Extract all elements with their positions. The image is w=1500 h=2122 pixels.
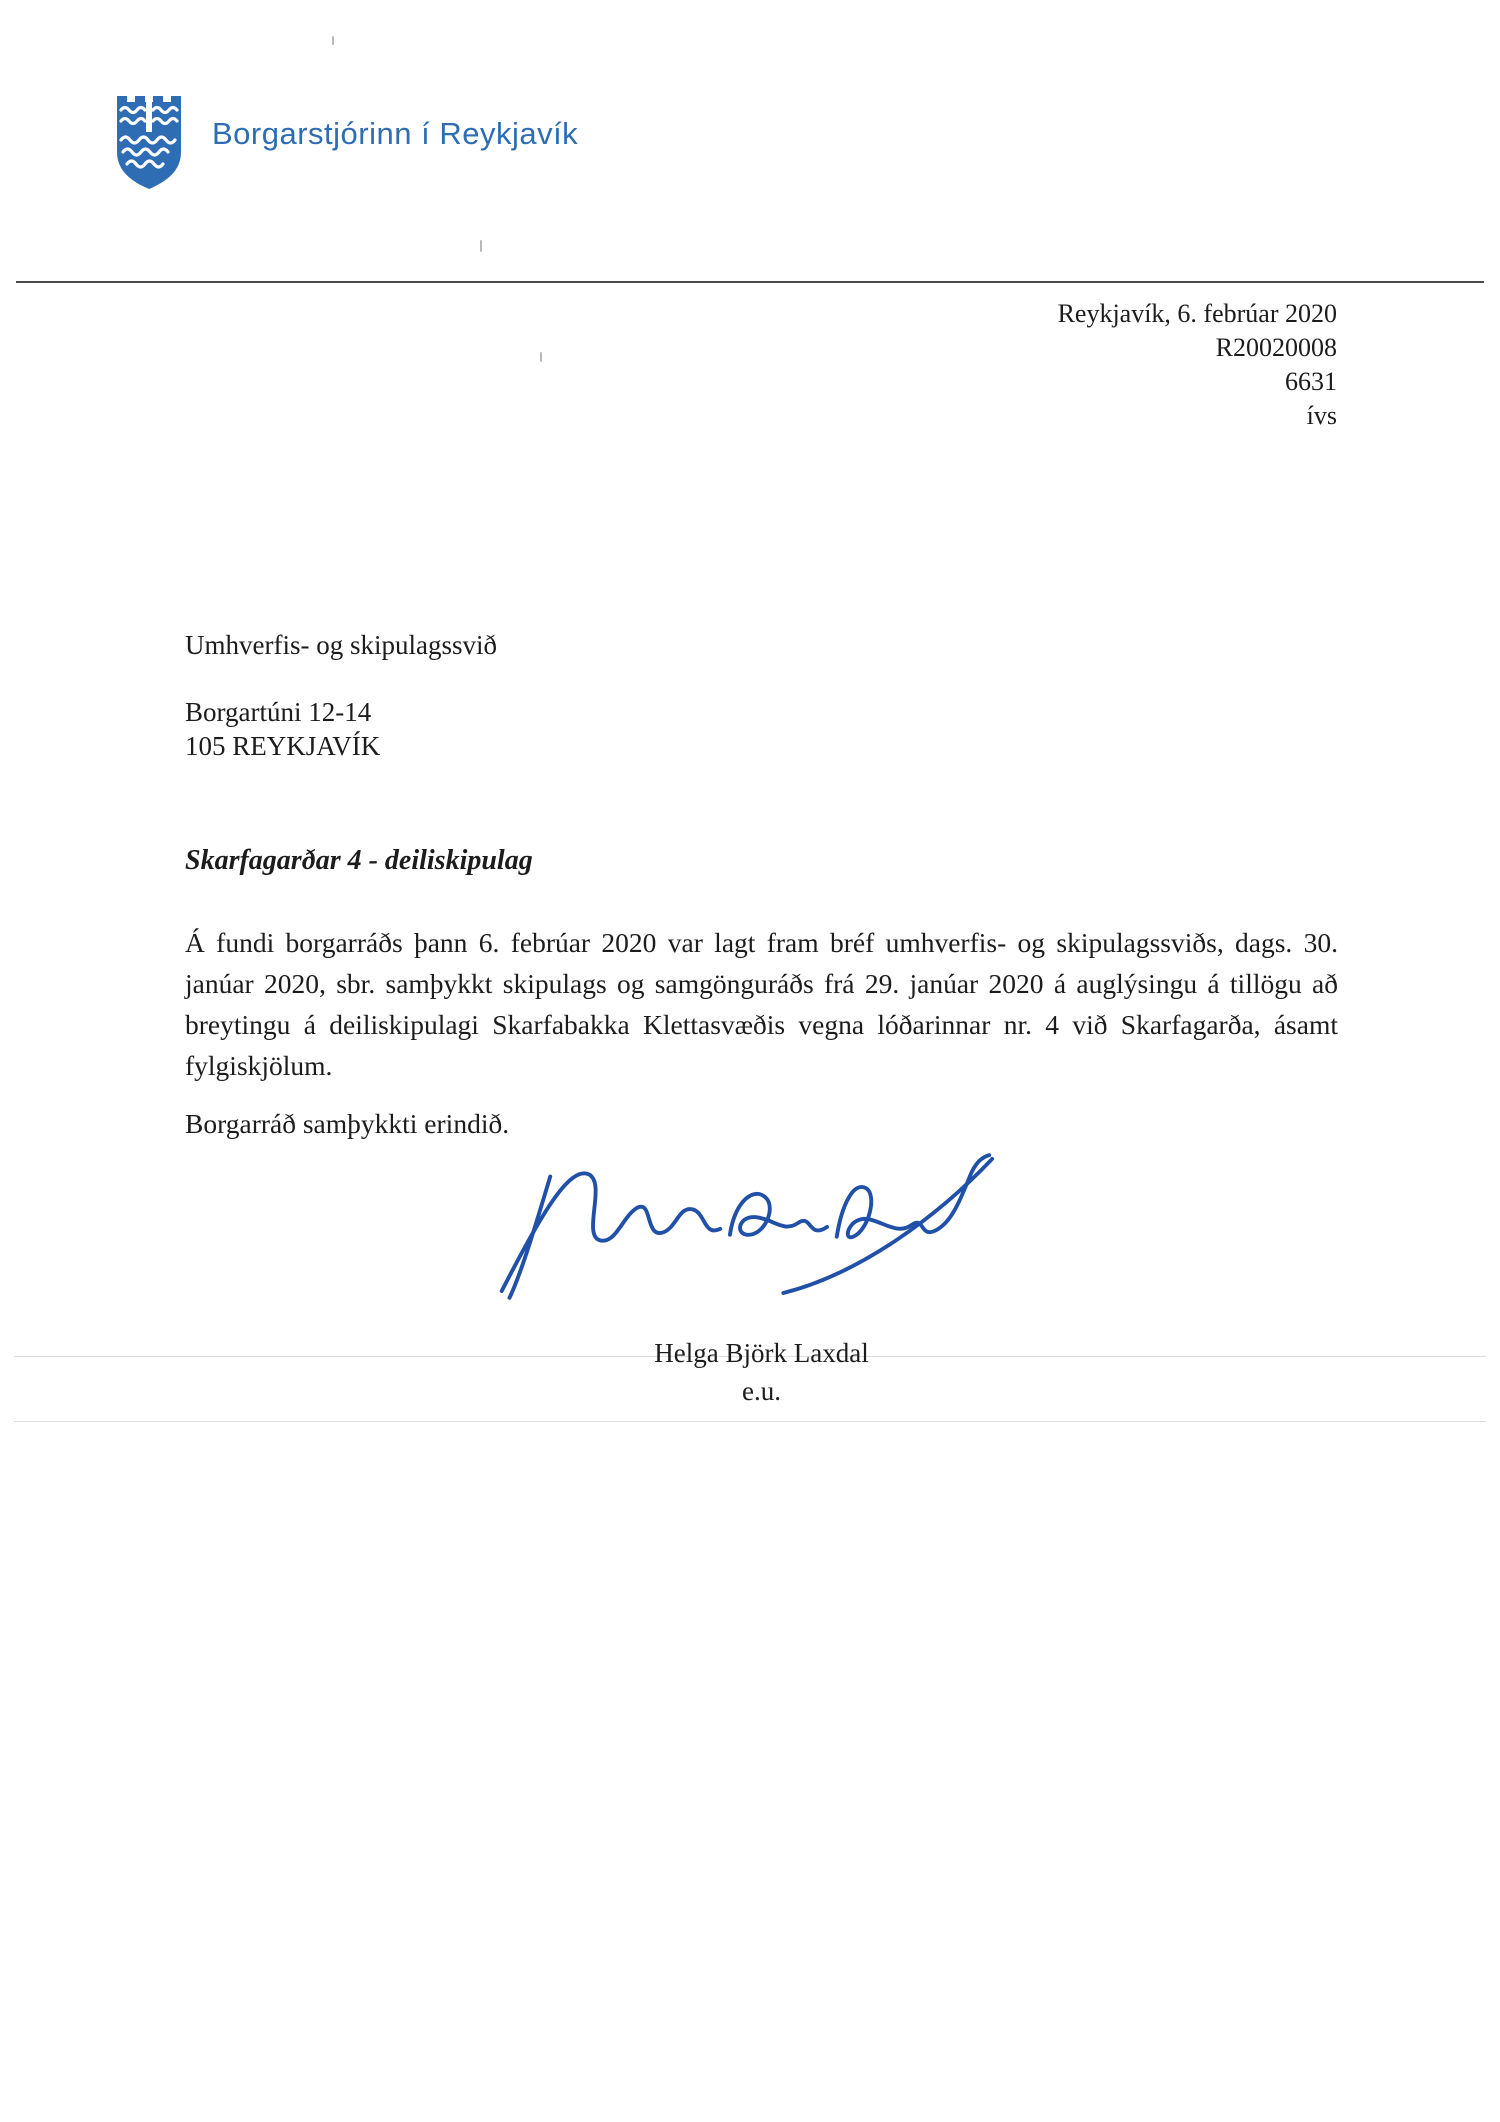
header-divider	[16, 281, 1484, 283]
recipient-name: Umhverfis- og skipulagssvið	[185, 630, 497, 660]
scan-artifact	[540, 352, 542, 362]
reference-number: R20020008	[1215, 333, 1337, 362]
recipient-street: Borgartúni 12-14	[185, 697, 372, 727]
reykjavik-coat-of-arms-icon	[113, 90, 185, 192]
handwritten-signature-icon	[492, 1146, 997, 1304]
scan-artifact	[332, 36, 334, 45]
recipient-block	[185, 628, 497, 763]
organization-name: Borgarstjórinn í Reykjavík	[212, 116, 579, 151]
decision-paragraph: Borgarráð samþykkti erindið.	[185, 1108, 510, 1139]
case-number: 6631	[1285, 367, 1337, 396]
signer-title: e.u.	[742, 1376, 781, 1406]
signoff-block	[185, 1334, 1338, 1410]
subject-line: Skarfagarðar 4 - deiliskipulag	[185, 845, 533, 876]
clerk-initials: ívs	[1306, 401, 1337, 430]
scan-artifact	[480, 240, 482, 252]
signer-name: Helga Björk Laxdal	[654, 1338, 869, 1368]
body-paragraph: Á fundi borgarráðs þann 6. febrúar 2020 var lagt fram bréf umhverfis- og skipulagssviðs, dags. 30. janúar 2020, sbr. samþykkt skipulags og samgönguráðs frá 29. janúar 2020 á auglýsingu á tillögu að breytingu á deiliskipulagi Skarfabakka Klettasvæðis vegna lóðarinnar nr. 4 við Skarfagarða, ásamt fylgiskjölum.	[185, 927, 1338, 1081]
place-date: Reykjavík, 6. febrúar 2020	[1057, 299, 1337, 328]
dateline-block	[1058, 297, 1337, 433]
recipient-city: 105 REYKJAVÍK	[185, 731, 381, 761]
scan-line	[14, 1421, 1486, 1422]
